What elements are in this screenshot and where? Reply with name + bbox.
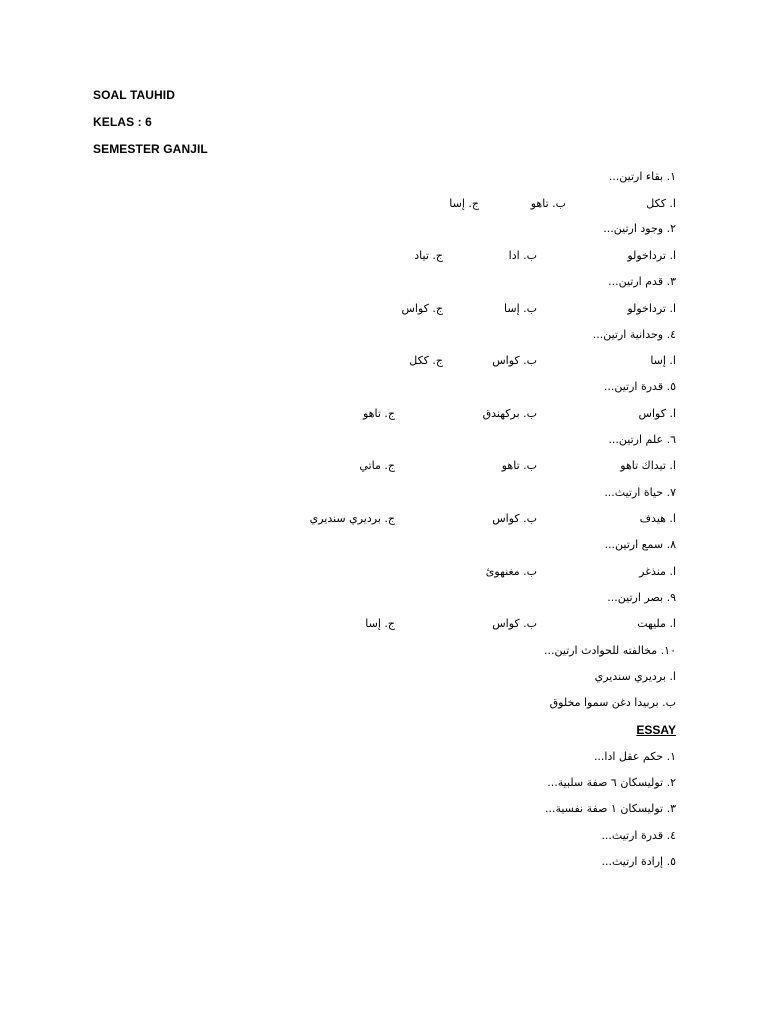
essay-item: ١. حكم عقل ادا... xyxy=(593,750,676,763)
option-c: ج. إسا xyxy=(365,617,395,630)
option-a: ا. مليهت xyxy=(637,617,676,630)
option-b: ب. كواس xyxy=(492,354,537,367)
question-8: ٨. سمع ارتين... xyxy=(604,538,676,551)
option-a: ا. كواس xyxy=(638,407,676,420)
option-a: ا. تيداك تاهو xyxy=(620,459,676,472)
option-a: ا. هيدف xyxy=(639,512,676,525)
option-c: ج. تياد xyxy=(414,249,443,262)
option-c: ج. إسا xyxy=(449,197,479,210)
question-7: ٧. حياة ارتيث... xyxy=(604,486,676,499)
question-9: ٩. بصر ارتين... xyxy=(607,591,676,604)
question-1: ١. بقاء ارتين... xyxy=(608,170,676,183)
option-a: ا. ترداخولو xyxy=(627,249,676,262)
essay-heading: ESSAY xyxy=(636,723,676,737)
question-2: ٢. وجود ارتين... xyxy=(603,222,676,235)
option-b: ب. ادا xyxy=(508,249,537,262)
essay-item: ٣. توليسكان ١ صفة نفسية... xyxy=(544,802,676,815)
option-a: ا. برديري سنديري xyxy=(594,670,676,683)
worksheet-title: SOAL TAUHID xyxy=(93,88,175,102)
semester-label: SEMESTER GANJIL xyxy=(93,142,208,156)
option-b: ب. بركهندق xyxy=(482,407,537,420)
option-b: ب. تاهو xyxy=(530,197,566,210)
option-c: ج. برديري سنديري xyxy=(309,512,395,525)
option-b: ب. كواس xyxy=(492,617,537,630)
question-3: ٣. قدم ارتين... xyxy=(608,275,676,288)
class-label: KELAS : 6 xyxy=(93,115,152,129)
option-b: ب. كواس xyxy=(492,512,537,525)
option-c: ج. ماتي xyxy=(359,459,395,472)
option-c: ج. ككل xyxy=(409,354,443,367)
essay-item: ٢. توليسكان ٦ صفة سلبية... xyxy=(547,776,676,789)
option-a: ا. إسا xyxy=(650,354,676,367)
question-6: ٦. علم ارتين... xyxy=(608,433,676,446)
question-5: ٥. قدرة ارتين... xyxy=(603,380,676,393)
option-b: ب. تاهو xyxy=(501,459,537,472)
question-10: ١٠. مخالفته للحوادث ارتين... xyxy=(544,644,676,657)
option-c: ج. تاهو xyxy=(363,407,395,420)
essay-item: ٤. قدرة ارتيث... xyxy=(601,829,676,842)
option-a: ا. ترداخولو xyxy=(627,302,676,315)
option-a: ا. ككل xyxy=(646,197,676,210)
essay-item: ٥. إرادة ارتيث... xyxy=(601,855,676,868)
option-b: ب. بربيدا دغن سموا مخلوق xyxy=(549,696,676,709)
option-b: ب. مغنهوئ xyxy=(485,565,537,578)
option-a: ا. منذغر xyxy=(639,565,676,578)
option-c: ج. كواس xyxy=(401,302,443,315)
question-4: ٤. وحدانية ارتين... xyxy=(592,328,676,341)
option-b: ب. إسا xyxy=(504,302,537,315)
